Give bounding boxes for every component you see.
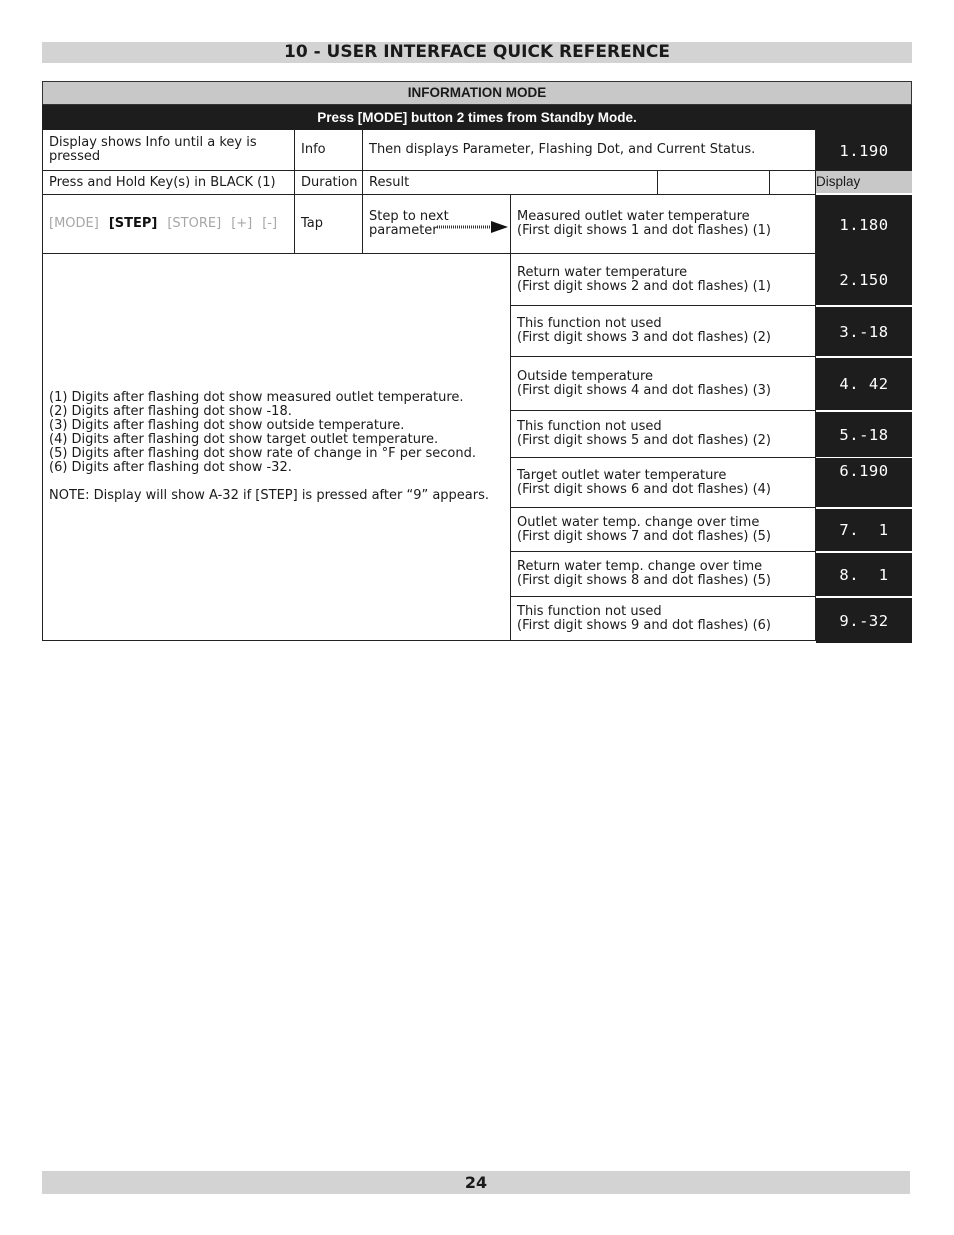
footnote: (2) Digits after flashing dot show -18.: [49, 404, 292, 419]
display-readout: 6.190: [816, 458, 912, 507]
footnote: (6) Digits after flashing dot show -32.: [49, 460, 292, 475]
page-number: 24: [42, 1171, 910, 1194]
intro-display: 1.190: [816, 130, 912, 171]
key-buttons: [42, 195, 295, 254]
param-row-3: This function not used (First digit shows 3 and dot flashes) (2): [511, 306, 816, 357]
header-keys: Press and Hold Key(s) in BLACK (1): [42, 171, 295, 195]
display-readout: 7. 1: [816, 509, 912, 551]
intro-description: Display shows Info until a key is pressed: [42, 130, 295, 171]
section-title: 10 - USER INTERFACE QUICK REFERENCE: [42, 42, 912, 63]
step-action: Step to next parameter: [363, 195, 511, 254]
mode-key: [MODE]: [49, 216, 99, 231]
header-result: Result: [363, 171, 658, 195]
header-blank-1: [658, 171, 770, 195]
display-readout: 2.150: [816, 254, 912, 305]
footnote: (5) Digits after flashing dot show rate of change in °F per second.: [49, 446, 476, 461]
footnotes: [49, 391, 489, 503]
param-row-4: Outside temperature (First digit shows 4 and dot flashes) (3): [511, 357, 816, 411]
display-readout: 8. 1: [816, 553, 912, 596]
step-key: [STEP]: [108, 216, 158, 231]
intro-label: Info: [295, 130, 363, 171]
display-readout: 5.-18: [816, 412, 912, 457]
param-row-5: This function not used (First digit shows 5 and dot flashes) (2): [511, 411, 816, 458]
footnote: (3) Digits after flashing dot show outside temperature.: [49, 418, 405, 433]
mode-header: INFORMATION MODE: [42, 81, 912, 105]
footnote: (1) Digits after flashing dot show measured outlet temperature.: [49, 390, 464, 405]
intro-result: Then displays Parameter, Flashing Dot, and Current Status.: [363, 130, 816, 171]
arrow-right-icon: [436, 220, 510, 234]
store-key: [STORE]: [167, 216, 222, 231]
tap-duration: Tap: [295, 195, 363, 254]
display-readout: 1.180: [816, 195, 912, 254]
param-row-8: Return water temp. change over time (First digit shows 8 and dot flashes) (5): [511, 552, 816, 597]
footnote: (4) Digits after flashing dot show target outlet temperature.: [49, 432, 439, 447]
param-row-6: Target outlet water temperature (First digit shows 6 and dot flashes) (4): [511, 458, 816, 508]
header-duration: Duration: [295, 171, 363, 195]
minus-key: [-]: [262, 216, 278, 231]
plus-key: [+]: [231, 216, 253, 231]
param-row-2: Return water temperature (First digit shows 2 and dot flashes) (1): [511, 254, 816, 306]
param-row-1: Measured outlet water temperature (First digit shows 1 and dot flashes) (1): [511, 195, 816, 254]
header-display: Display: [816, 171, 912, 193]
note-footer: NOTE: Display will show A-32 if [STEP] is pressed after “9” appears.: [49, 488, 490, 503]
display-readout: 9.-32: [816, 598, 912, 643]
param-row-7: Outlet water temp. change over time (First digit shows 7 and dot flashes) (5): [511, 508, 816, 552]
instruction-banner: Press [MODE] button 2 times from Standby Mode.: [42, 105, 912, 130]
display-readout: 3.-18: [816, 307, 912, 356]
header-blank-2: [770, 171, 816, 195]
param-row-9: This function not used (First digit shows 9 and dot flashes) (6): [511, 597, 816, 641]
display-readout: 4. 42: [816, 358, 912, 410]
